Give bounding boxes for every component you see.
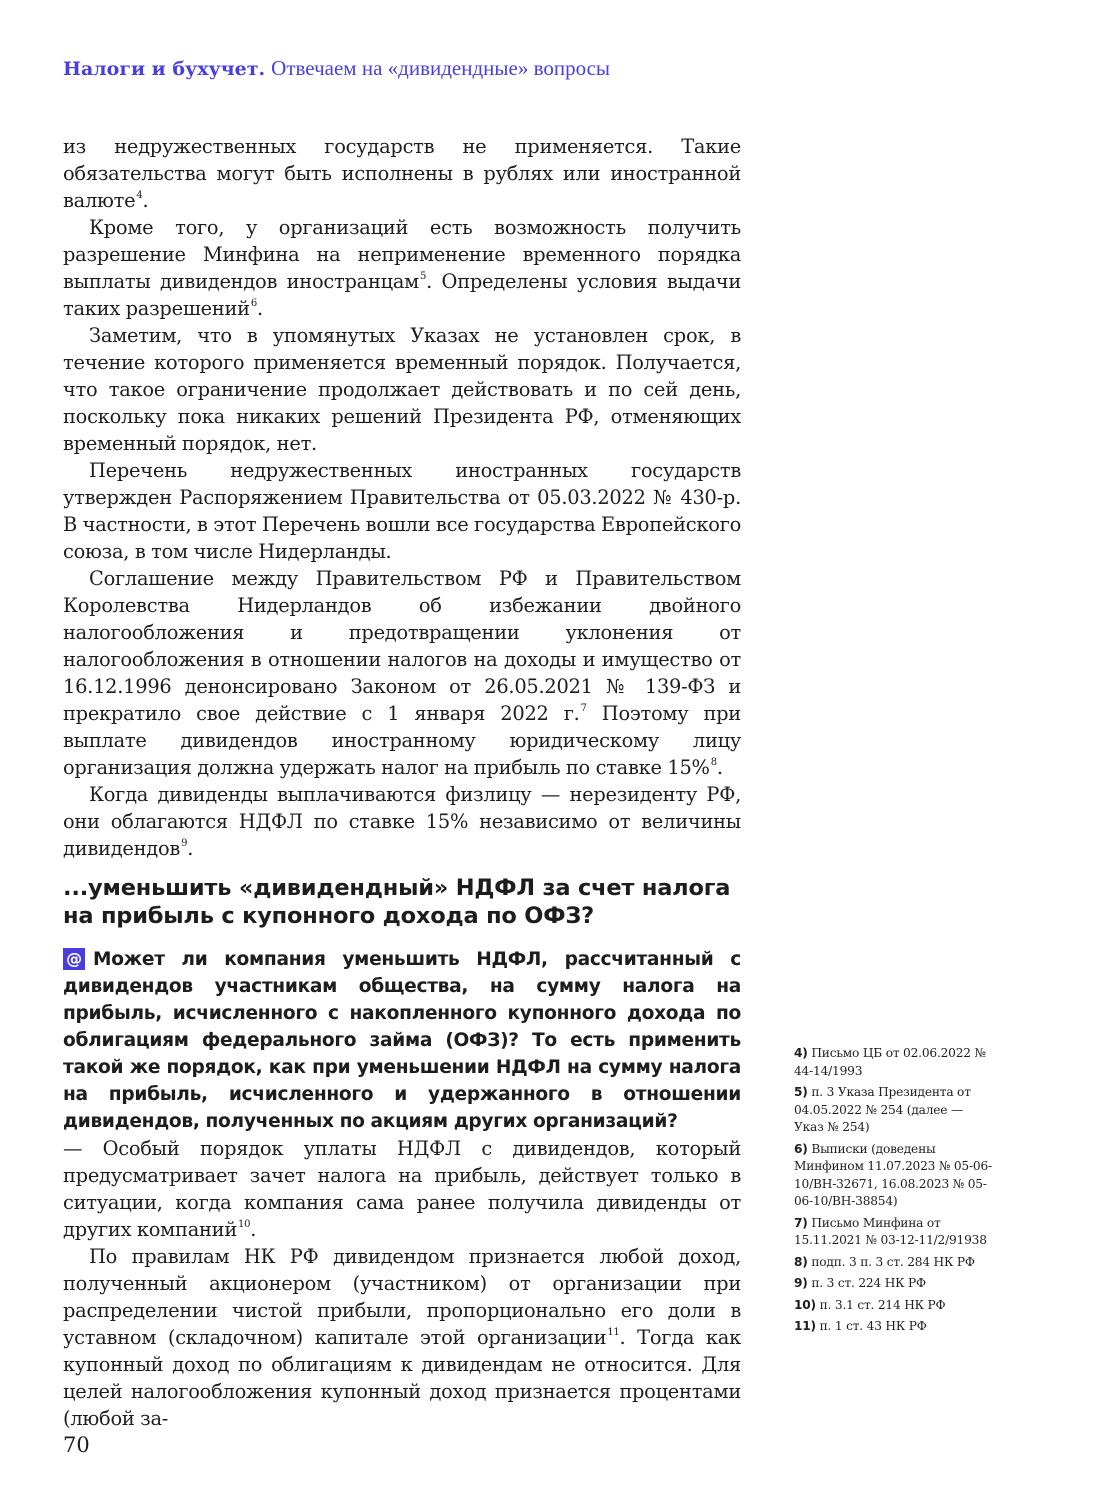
at-icon: @ xyxy=(63,948,85,970)
footnote-item: 11) п. 1 ст. 43 НК РФ xyxy=(794,1319,927,1333)
paragraph-3: Заметим, что в упомянутых Указах не установлен срок, в течение которого применяется временный порядок. Получается, что такое ограничение продолжает действовать и по сей день, поскольку пока никаких решений Президента РФ, отменяющих временный порядок, нет. xyxy=(63,324,741,455)
footnote-item: 10) п. 3.1 ст. 214 НК РФ xyxy=(794,1297,946,1312)
footnote-item: 9) п. 3 ст. 224 НК РФ xyxy=(794,1276,926,1290)
header-topic: Отвечаем на «дивидендные» вопросы xyxy=(271,56,611,80)
footnote-ref-10: 10 xyxy=(238,1219,251,1230)
paragraph-2: Кроме того, у организаций есть возможность получить разрешение Минфина на неприменение временного порядка выплаты дивидендов иностранцам$^5$. Определены условия выдачи таких разрешений$^6$. xyxy=(63,216,741,320)
footnote-ref-9: 9 xyxy=(181,838,188,849)
answer-paragraph-2: По правилам НК РФ дивидендом признается любой доход, полученный акционером (участником) от организации при распределении чистой прибыли, пропорционально его доли в уставном (складочном) капитале этой организации$^{11}$. Тогда как купонный доход по облигациям к дивидендам не относится. Для целей налогообложения купонный доход признается процентами (любой за- xyxy=(63,1245,741,1430)
footnote-ref-8: 8 xyxy=(710,757,717,768)
footnote-ref-7: 7 xyxy=(580,703,587,714)
running-header xyxy=(63,55,610,82)
header-section: Налоги и бухучет. xyxy=(63,58,266,80)
question-paragraph xyxy=(63,946,741,1135)
paragraph-4: Перечень недружественных иностранных государств утвержден Распоряжением Правительства от 05.03.2022 № 430-р. В частности, в этот Перечень вошли все государства Европейского союза, в том числе Нидерланды. xyxy=(63,459,741,563)
footnote-ref-4: 4 xyxy=(136,190,143,201)
footnote-item: 4) Письмо ЦБ от 02.06.2022 № 44-14/1993 xyxy=(794,1046,986,1078)
question-text: Может ли компания уменьшить НДФЛ, рассчитанный с дивидендов участникам общества, на сумму налога на прибыль, исчисленного с накопленного купонного дохода по облигациям федерального займа (ОФЗ)? То есть применить такой же порядок, как при уменьшении НДФЛ на сумму налога на прибыль, исчисленного и удержанного в отношении дивидендов, полученных по акциям других организаций? xyxy=(63,949,741,1132)
paragraph-1: из недружественных государств не применяется. Такие обязательства могут быть исполнены в рублях или иностранной валюте$^4$. xyxy=(63,135,741,212)
qa-block xyxy=(63,946,741,1432)
footnote-item: 8) подп. 3 п. 3 ст. 284 НК РФ xyxy=(794,1254,975,1269)
page-number: 70 xyxy=(63,1433,90,1457)
footnote-item: 5) п. 3 Указа Президента от 04.05.2022 № 254 (далее — Указ № 254) xyxy=(794,1085,971,1134)
footnote-ref-5: 5 xyxy=(420,271,427,282)
paragraph-6: Когда дивиденды выплачиваются физлицу — нерезиденту РФ, они облагаются НДФЛ по ставке 15% независимо от величины дивидендов$^9$. xyxy=(63,783,741,860)
footnote-ref-6: 6 xyxy=(250,298,257,309)
section-heading: ...уменьшить «дивидендный» НДФЛ за счет налога на прибыль с купонного дохода по ОФЗ? xyxy=(63,875,731,929)
main-text xyxy=(63,133,741,862)
footnote-item: 6) Выписки (доведены Минфином 11.07.2023 № 05-06-10/ВН-32671, 16.08.2023 № 05-06-10/ВН-38854) xyxy=(794,1141,992,1208)
footnote-item: 7) Письмо Минфина от 15.11.2021 № 03-12-11/2/91938 xyxy=(794,1215,987,1247)
answer-paragraph: — Особый порядок уплаты НДФЛ с дивидендов, который предусматривает зачет налога на прибыль, действует только в ситуации, когда компания сама ранее получила дивиденды от других компаний$^{10}$. xyxy=(63,1137,741,1241)
footnotes-column xyxy=(794,1045,994,1340)
footnote-ref-11: 11 xyxy=(607,1327,620,1338)
paragraph-5: Соглашение между Правительством РФ и Правительством Королевства Нидерландов об избежании двойного налогообложения и предотвращении уклонения от налогообложения в отношении налогов на доходы и имущество от 16.12.1996 денонсировано Законом от 26.05.2021 № 139-ФЗ и прекратило свое действие с 1 января 2022 г.$^7$ Поэтому при выплате дивидендов иностранному юридическому лицу организация должна удержать налог на прибыль по ставке 15%$^8$. xyxy=(63,567,741,779)
